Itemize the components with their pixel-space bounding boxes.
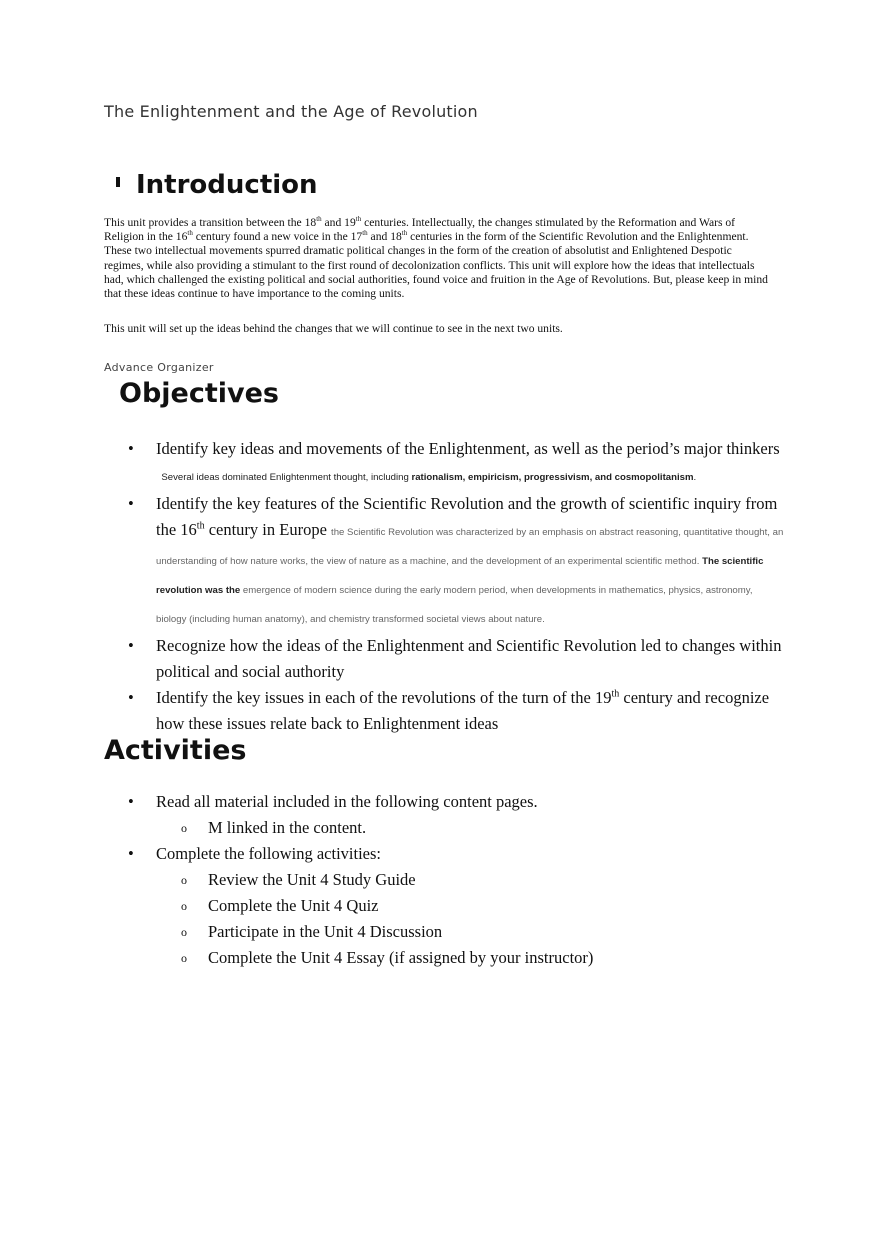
activity-sublist [156,867,784,971]
introduction-paragraph-2: This unit will set up the ideas behind the changes that we will continue to see in the next two units. [104,322,563,335]
activity-subitem [156,919,784,945]
bullet-icon: • [128,792,134,811]
advance-organizer-label: Advance Organizer [104,361,214,374]
note-bold-text: The scientific revolution was the [156,556,764,596]
intro-text: and 18 [367,230,402,244]
circle-bullet-icon: o [181,899,187,913]
objective-item-2 [104,491,784,633]
superscript: th [355,215,362,224]
circle-bullet-icon: o [181,873,187,887]
document-title: The Enlightenment and the Age of Revolution [104,102,478,121]
objective-text: Identify key ideas and movements of the Enlightenment, as well as the period’s major thinkers [156,439,780,458]
circle-bullet-icon: o [181,925,187,939]
activity-subitem [156,815,784,841]
objective-text: century and recognize how these issues relate back to Enlightenment ideas [156,688,770,733]
introduction-heading [116,170,318,200]
intro-text: centuries in the form of the Scientific Revolution and the Enlightenment. These two intellectual movements spurred dramatic political changes in the form of the creation of absolutist and Enlightened Despotic regimes, while also providing a stimulant to the first round of decolonization conflicts. This unit will explore how the ideas that intellectuals had, which challenged the existing political and social authorities, found voice and fruition in the Age of Revolutions. But, please keep in mind that these ideas continue to have importance to the coming units. [104,230,768,301]
objective-text: Recognize how the ideas of the Enlightenment and Scientific Revolution led to changes within political and social authority [156,636,782,681]
objective-text: century in Europe [204,520,332,539]
superscript: th [401,229,408,238]
bullet-icon: • [128,439,134,458]
note-text: he Scientific Revolution was characterized by an emphasis on abstract reasoning, quantitative thought, an understanding of how nature works, the view of nature as a machine, and the development of an experimental scientific method [156,527,784,567]
activity-text: Complete the following activities: [156,844,381,863]
bullet-icon: • [128,636,134,655]
objectives-list [104,436,784,737]
activities-heading: Activities [104,735,247,766]
activity-subitem-text: Complete the Unit 4 Quiz [208,896,379,915]
intro-text: and 19 [321,216,356,229]
activity-subitem [156,893,784,919]
note-text: t [331,527,334,538]
superscript: th [611,688,620,700]
superscript: th [196,520,205,532]
activity-text: Read all material included in the following content pages. [156,792,538,811]
superscript: th [316,215,322,224]
note-bold-text: rationalism, empiricism, progressivism, and cosmopolitanism [411,472,694,483]
square-bullet-icon [116,177,120,187]
activity-subitem-text: Participate in the Unit 4 Discussion [208,922,443,941]
activity-item-2 [104,841,784,971]
activities-list [104,789,784,971]
bullet-icon: • [128,844,134,863]
objective-note [156,472,696,483]
activity-subitem-text: M linked in the content. [208,818,367,837]
intro-text: This unit provides a transition between the 18 [104,216,317,229]
activity-subitem [156,945,784,971]
introduction-paragraph-1 [104,216,774,301]
objective-text: Identify the key issues in each of the revolutions of the turn of the 19 [156,688,612,707]
note-text: . [696,556,703,567]
objective-item-4 [104,685,784,737]
bullet-icon: • [128,688,134,707]
note-text: emergence of modern science during the early modern period, when developments in mathematics, physics, astronomy, biology (including human anatomy), and chemistry transformed societal views about nature. [156,585,753,625]
introduction-heading-text: Introduction [136,170,318,200]
note-text: Several ideas dominated Enlightenment thought, including [161,472,412,483]
activity-subitem-text: Review the Unit 4 Study Guide [208,870,416,889]
circle-bullet-icon: o [181,821,187,835]
note-text: . [693,472,697,483]
objective-text: Identify the key features of the Scientific Revolution and the growth of scientific inquiry from the 16 [156,494,778,539]
activity-sublist [156,815,784,841]
activity-subitem-text: Complete the Unit 4 Essay (if assigned by your instructor) [208,948,594,967]
objective-item-1 [104,436,784,491]
objective-item-3 [104,633,784,685]
intro-text: centuries. Intellectually, the changes stimulated by the Reformation and Wars of Religion in the 16 [104,216,736,244]
bullet-icon: • [128,494,134,513]
activity-item-1 [104,789,784,841]
circle-bullet-icon: o [181,951,187,965]
superscript: th [362,229,368,238]
intro-text: century found a new voice in the 17 [192,230,363,244]
objectives-heading: Objectives [119,378,279,409]
superscript: th [187,229,193,238]
activity-subitem [156,867,784,893]
